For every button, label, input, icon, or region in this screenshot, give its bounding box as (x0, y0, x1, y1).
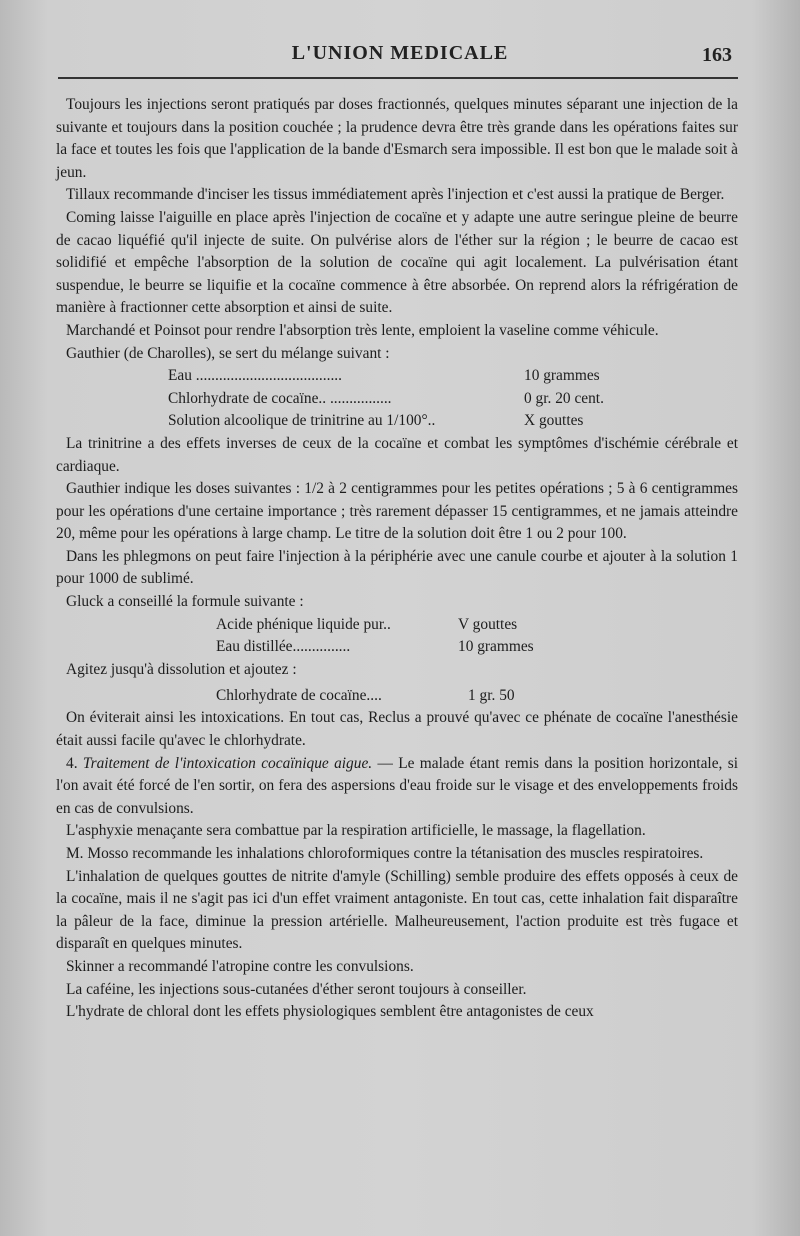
ingredient-name: Chlorhydrate de cocaïne.... (216, 687, 382, 705)
ingredient-quantity: 10 grammes (458, 638, 534, 656)
ingredient-name: Solution alcoolique de trinitrine au 1/100°.. (168, 412, 436, 430)
page-header (0, 38, 800, 78)
section-title: Traitement de l'intoxication cocaïnique aigue. (82, 754, 373, 772)
paragraph: M. Mosso recommande les inhalations chloroformiques contre la tétanisation des muscles respiratoires. (66, 845, 704, 862)
paragraph: Toujours les injections seront pratiqués par doses fractionnés, quelques minutes séparant une injection de la suivante et toujours dans la position couchée ; la prudence devra être très grande dans les opérations faites sur la face et toutes les fois que l'application de la bande d'Esmarch sera impossible. Il est bon que le malade soit à jeun. (56, 96, 738, 181)
running-title: L'UNION MEDICALE (291, 42, 509, 64)
recipe-row (56, 388, 738, 411)
paragraph: Gauthier (de Charolles), se sert du mélange suivant : (66, 344, 390, 362)
recipe-row (56, 614, 738, 637)
ingredient-quantity: 10 grammes (524, 367, 600, 385)
ingredient-name: Eau distillée............... (216, 638, 351, 656)
recipe-gluck (56, 614, 738, 659)
paragraph: Gauthier indique les doses suivantes : 1/2 à 2 centigrammes pour les petites opérations ; 5 à 6 centigrammes pour les opérations d'une certaine importance ; très rarement dépasser 15 centigrammes, et ne jamais atteindre 20, même pour les opérations à large champ. Le titre de la solution doit être 1 ou 2 pour 100. (56, 480, 738, 543)
recipe-row (56, 636, 738, 659)
ingredient-quantity: 0 gr. 20 cent. (524, 389, 604, 407)
page-number: 163 (702, 44, 732, 66)
recipe-row (56, 410, 738, 433)
paragraph: Dans les phlegmons on peut faire l'injection à la périphérie avec une canule courbe et ajouter à la solution 1 pour 1000 de sublimé. (56, 547, 738, 588)
recipe-row (56, 365, 738, 388)
paragraph: Coming laisse l'aiguille en place après l'injection de cocaïne et y adapte une autre seringue pleine de beurre de cacao liquéfié qu'il injecte de suite. On pulvérise alors de l'éther sur la région ; le beurre de cacao est solidifié et empêche l'absorption de la solution de cocaïne qui agit localement. La pulvérisation étant suspendue, le beurre se liquifie et la cocaïne commence à être absorbée. On reprend alors la réfrigération de manière à fractionner cette absorption et ainsi de suite. (56, 208, 738, 317)
paragraph: On éviterait ainsi les intoxications. En tout cas, Reclus a prouvé qu'avec ce phénate de cocaïne l'anesthésie était aussi facile qu'avec le chlorhydrate. (56, 709, 738, 750)
recipe-addition (56, 681, 738, 707)
ingredient-name: Acide phénique liquide pur.. (216, 615, 391, 633)
ingredient-name: Eau ...................................... (168, 367, 342, 385)
paragraph: Tillaux recommande d'inciser les tissus immédiatement après l'injection et c'est aussi la pratique de Berger. (66, 186, 725, 204)
paragraph: Marchandé et Poinsot pour rendre l'absorption très lente, emploient la vaseline comme véhicule. (66, 321, 659, 339)
section-4-paragraph (56, 753, 738, 821)
paragraph: L'hydrate de chloral dont les effets physiologiques semblent être antagonistes de ceux (66, 1003, 594, 1021)
paragraph: La trinitrine a des effets inverses de ceux de la cocaïne et combat les symptômes d'ischémie cérébrale et cardiaque. (56, 434, 738, 475)
paragraph: L'inhalation de quelques gouttes de nitrite d'amyle (Schilling) semble produire des effets opposés à ceux de la cocaïne, mais il ne s'agit pas ici d'un effet vraiment antagoniste. En tout cas, cette inhalation fait disparaître la pâleur de la face, diminue la pression artérielle. Malheureusement, l'action produite est très fugace et disparaît en quelques minutes. (56, 867, 738, 953)
section-number: 4. (66, 754, 78, 772)
ingredient-quantity: V gouttes (458, 615, 518, 633)
ingredient-name: Chlorhydrate de cocaïne.. ................ (168, 389, 392, 407)
ingredient-quantity: X gouttes (524, 412, 584, 430)
paragraph: Agitez jusqu'à dissolution et ajoutez : (66, 660, 297, 678)
paragraph: L'asphyxie menaçante sera combattue par la respiration artificielle, le massage, la flagellation. (66, 822, 646, 840)
section-dash: — (377, 754, 393, 772)
section-text: Le malade étant remis dans la position horizontale, si l'on avait été forcé de l'en sortir, on fera des aspersions d'eau froide sur le visage et des enveloppements froids en cas de convulsions. (56, 754, 738, 817)
header-rule (58, 77, 738, 79)
body-text (56, 94, 738, 1024)
paragraph: La caféine, les injections sous-cutanées d'éther seront toujours à conseiller. (66, 980, 527, 998)
recipe-gauthier (56, 365, 738, 433)
paragraph: Skinner a recommandé l'atropine contre les convulsions. (66, 957, 414, 975)
ingredient-quantity: 1 gr. 50 (468, 687, 515, 705)
paragraph: Gluck a conseillé la formule suivante : (66, 593, 304, 611)
